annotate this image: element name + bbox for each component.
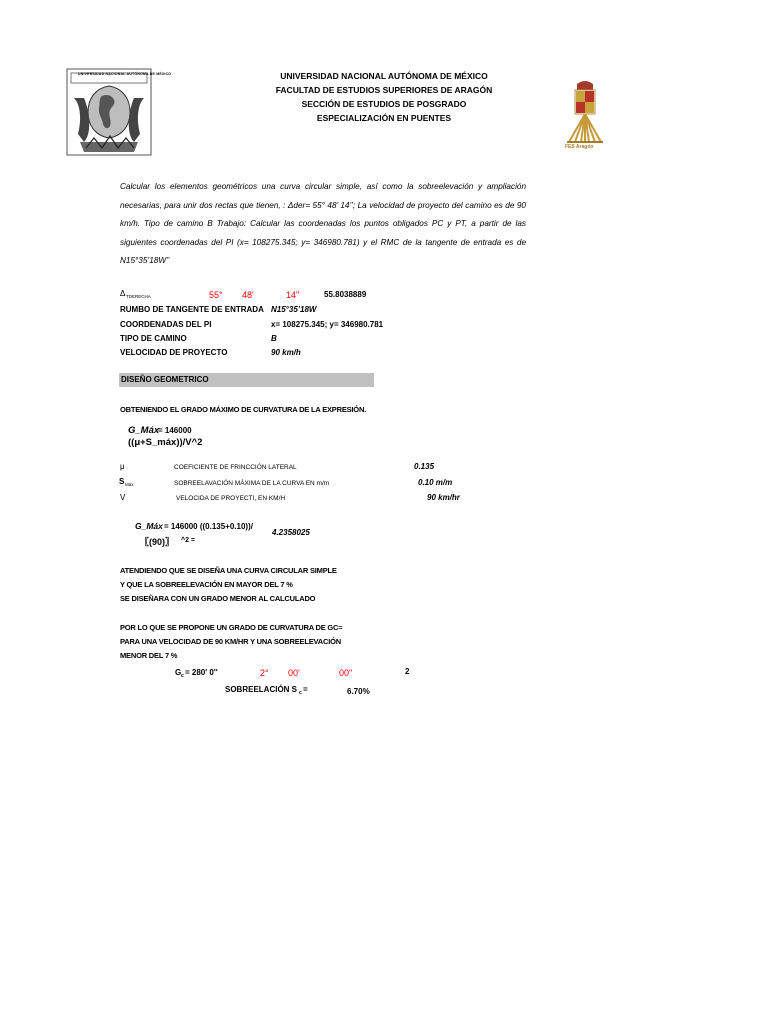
sc-label: SOBREELACIÓN S — [225, 685, 298, 694]
gmax-denominator: ((μ+S_máx))/V^2 — [128, 437, 203, 448]
gc-decimal: 2 — [405, 667, 410, 676]
note1-line1: ATENDIENDO QUE SE DISEÑA UNA CURVA CIRCULAR SIMPLE — [120, 566, 337, 575]
note2-line3: MENOR DEL 7 % — [120, 651, 178, 660]
gc-eq: = 280' 0'' — [185, 668, 218, 677]
delta-minutes: 48' — [242, 290, 254, 300]
gmax-intro: OBTENIENDO EL GRADO MÁXIMO DE CURVATURA DE LA EXPRESIÓN. — [120, 405, 367, 414]
note2-line2: PARA UNA VELOCIDAD DE 90 KM/HR Y UNA SOBREELEVACIÓN — [120, 637, 341, 646]
calc-line2b: ^2 = — [181, 537, 196, 544]
param-value-pi: x= 108275.345; y= 346980.781 — [271, 320, 384, 329]
var-value-smax: 0.10 m/m — [418, 478, 453, 487]
param-value-rumbo: N15°35’18W — [271, 305, 317, 314]
gc-minutes: 00' — [288, 668, 300, 678]
var-value-mu: 0.135 — [414, 462, 435, 471]
var-symbol-v: V — [120, 493, 126, 502]
note2-line1: POR LO QUE SE PROPONE UN GRADO DE CURVATURA DE GC= — [120, 623, 343, 632]
university-name: UNIVERSIDAD NACIONAL AUTÓNOMA DE MÉXICO — [280, 71, 488, 81]
faculty-name: FACULTAD DE ESTUDIOS SUPERIORES DE ARAGÓN — [275, 85, 493, 95]
param-value-velocidad: 90 km/h — [271, 348, 301, 357]
gc-degrees: 2° — [260, 668, 269, 678]
note1-line2: Y QUE LA SOBREELEVACIÓN EN MAYOR DEL 7 % — [120, 580, 293, 589]
delta-decimal: 55.8038889 — [324, 290, 367, 299]
calc-lhs: G_Máx — [135, 521, 163, 531]
delta-seconds: 14'' — [286, 290, 300, 300]
specialization-name: ESPECIALIZACIÓN EN PUENTES — [316, 113, 452, 123]
gc-sub: c — [181, 673, 184, 679]
gc-label: G — [175, 668, 182, 677]
param-label-rumbo: RUMBO DE TANGENTE DE ENTRADA — [120, 305, 264, 314]
calc-line2a: 〖(90)〗 — [140, 537, 175, 547]
var-symbol-mu: μ — [120, 462, 125, 471]
var-symbol-smax: S — [119, 477, 125, 486]
gmax-lhs: G_Máx — [128, 425, 160, 436]
gmax-numerator: = 146000 — [158, 426, 192, 435]
sc-eq: = — [303, 685, 308, 694]
section-name: SECCIÓN DE ESTUDIOS DE POSGRADO — [301, 99, 467, 109]
var-desc-smax: SOBREELAVACIÓN MÁXIMA DE LA CURVA EN m/m — [174, 480, 330, 487]
sc-sub: c — [299, 690, 302, 696]
var-sub-smax: Máx — [125, 482, 134, 487]
problem-statement: Calcular los elementos geométricos una curva circular simple, así como la sobreelevación y ampliación necesarias, para unir dos rectas que tienen, : Δder= 55° 48’ 14’’; La velocidad de proyecto del camino es de 90 km/h. Tipo de camino B Trabajo: Calcular las coordenadas los puntos obligados PC y PT, a partir de las siguientes coordenadas del PI (x= 108275.345; y= 346980.781) y el RMC de la tangente de entrada es de N15°35’18W’’ — [120, 182, 526, 266]
sc-value: 6.70% — [347, 687, 370, 696]
gc-seconds: 00'' — [339, 668, 353, 678]
calc-line1: = 146000 ((0.135+0.10))/ — [164, 522, 253, 531]
param-label-velocidad: VELOCIDAD DE PROYECTO — [120, 348, 228, 357]
var-desc-mu: COEFICIENTE DE FRINCCIÓN LATERAL — [174, 464, 297, 471]
var-desc-v: VELOCIDA DE PROYECTI, EN KM/H — [176, 495, 286, 502]
fes-logo-text: FES Aragón — [565, 144, 594, 150]
calc-result: 4.2358025 — [272, 528, 310, 537]
delta-symbol: Δ — [120, 289, 126, 298]
delta-degrees: 55° — [209, 290, 223, 300]
param-label-pi: COORDENADAS DEL PI — [120, 320, 212, 329]
param-value-tipo: B — [271, 334, 277, 343]
note1-line3: SE DISEÑARA CON UN GRADO MENOR AL CALCULADO — [120, 594, 316, 603]
var-value-v: 90 km/hr — [427, 493, 460, 502]
param-label-tipo: TIPO DE CAMINO — [120, 334, 187, 343]
unam-seal-logo — [66, 68, 152, 156]
unam-logo-text: UNIVERSIDAD NACIONAL AUTÓNOMA DE MÉXICO — [78, 72, 172, 76]
section-title: DISEÑO GEOMETRICO — [121, 375, 209, 384]
delta-subscript: TDERECHA — [126, 294, 151, 299]
